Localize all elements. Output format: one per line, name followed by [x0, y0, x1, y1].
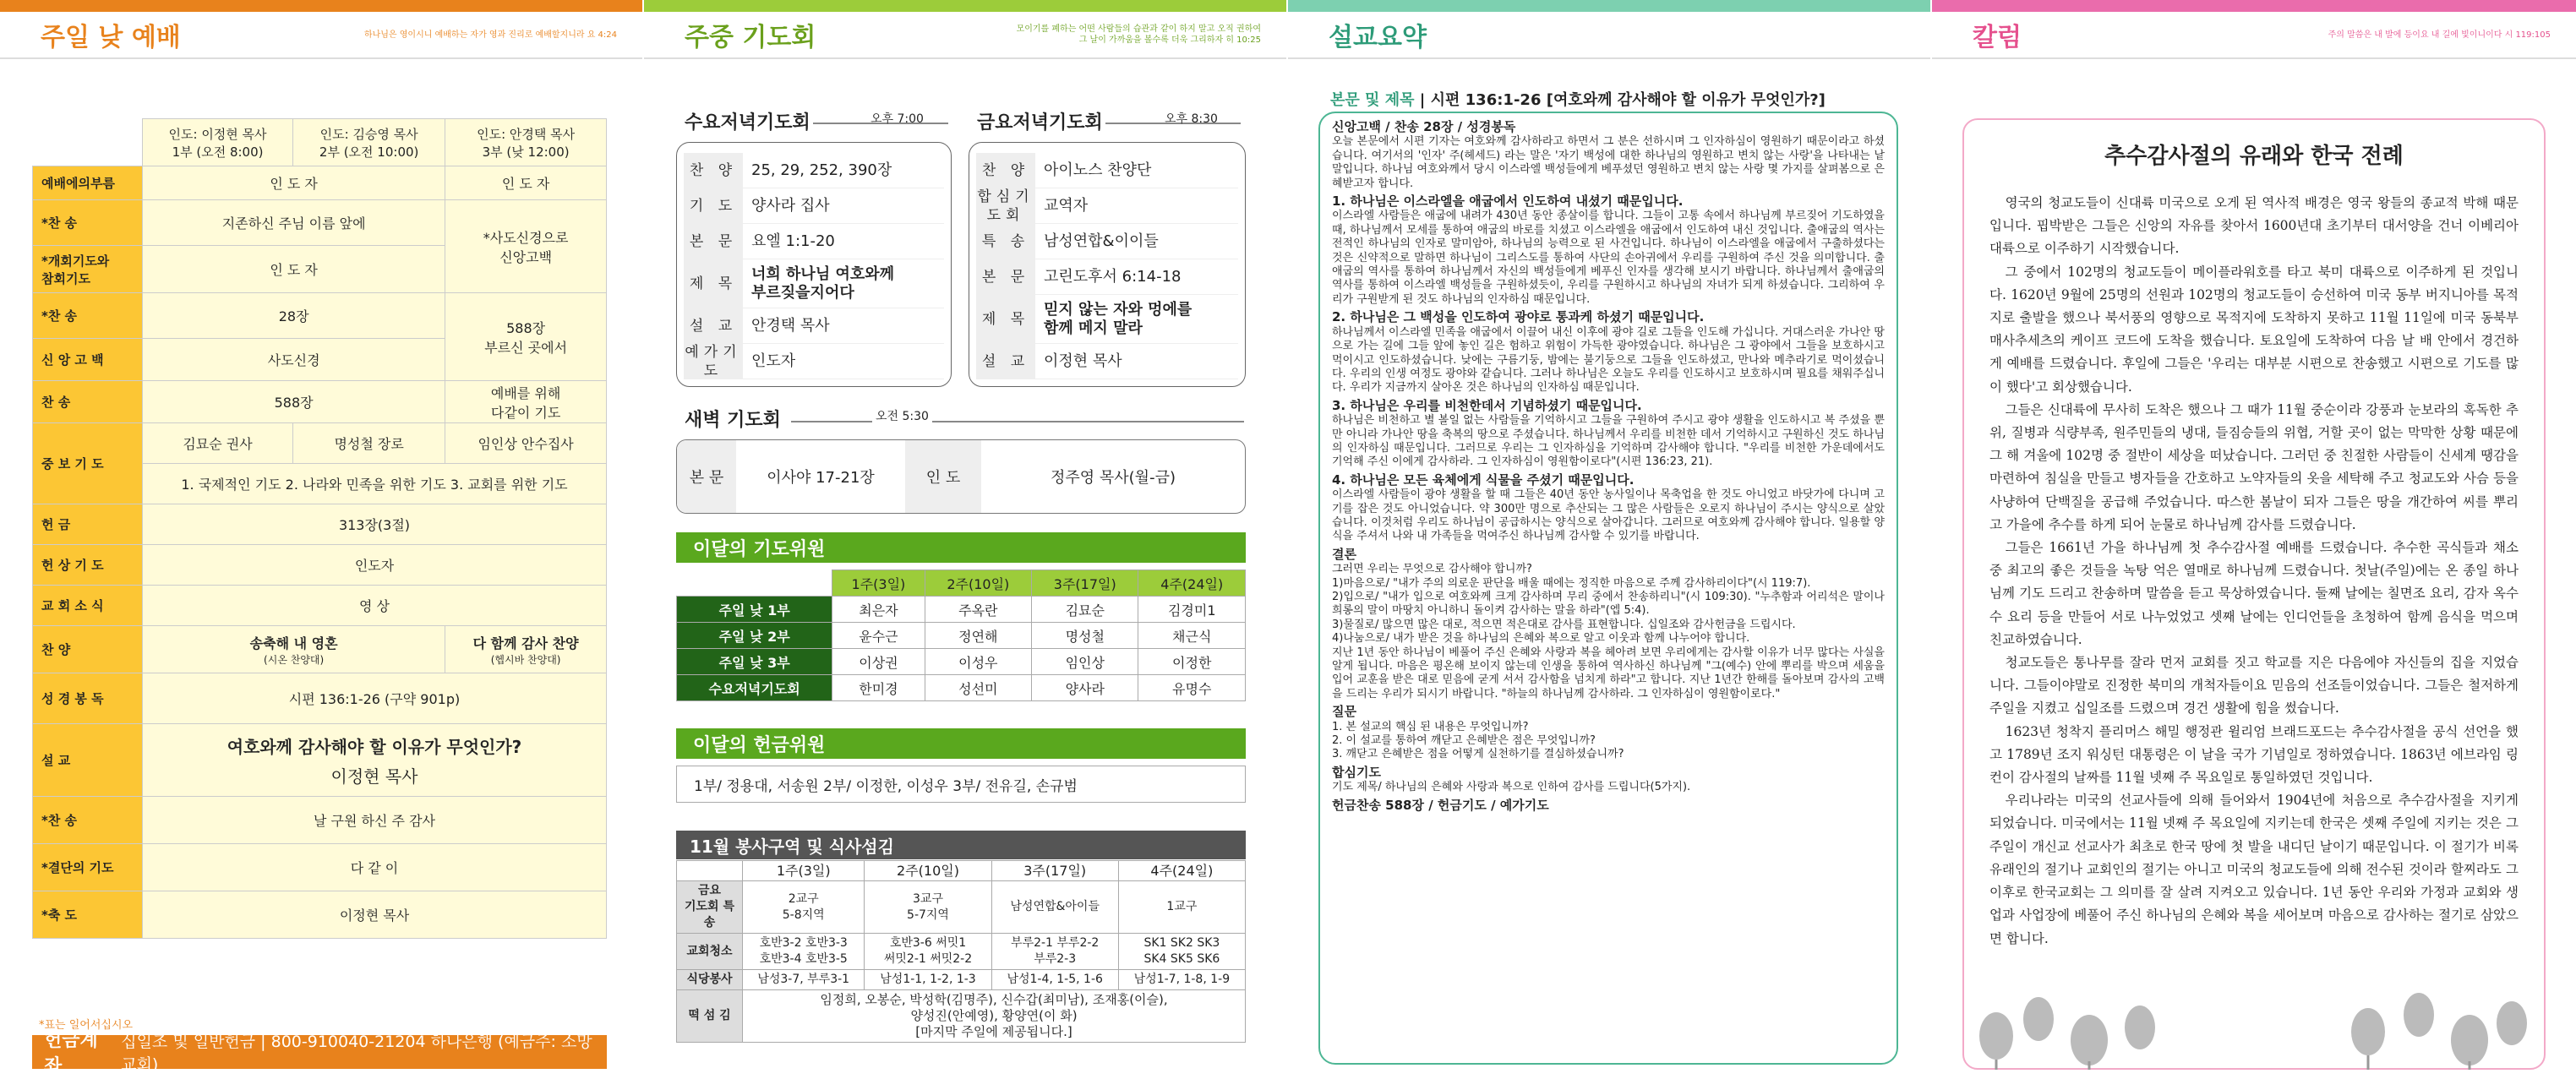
order-key: 기 도 — [684, 188, 743, 223]
color-band — [1288, 0, 1930, 12]
row-value — [143, 724, 607, 797]
panel-sunday-worship — [0, 0, 642, 1090]
row-label: 수요저녁기도회 — [677, 675, 832, 701]
tulip-icon — [2071, 1015, 2108, 1065]
wed-title: 수요저녁기도회 — [685, 112, 810, 134]
question-text: 1. 본 설교의 핵심 된 내용은 무엇입니까? 2. 이 설교를 통하여 깨닫고 은혜받은 점은 무엇입니까? 3. 깨닫고 은혜받은 점을 어떻게 실천하기를 결심하셨습니까? — [1332, 720, 1624, 761]
row-label: 주일 낮 3부 — [677, 649, 832, 675]
row-label: 예배에의부름 — [33, 166, 143, 200]
table-row — [677, 970, 1246, 990]
column-paragraph: 청교도들은 통나무를 잘라 먼저 교회를 짓고 학교를 지은 다음에야 자신들의 집을 지었습니다. 그들이야말로 진정한 북미의 개척자들이요 믿음의 선조들이었습니다. 그들은 철저하게 주일을 지켰고 십일조를 드렸으며 경건 생활에 힘을 썼습니다. — [1989, 655, 2519, 717]
order-value: 이정현 목사 — [1044, 352, 1122, 370]
dawn-title: 새벽 기도회 — [685, 410, 781, 431]
fri-title: 금요저녁기도회 — [977, 112, 1103, 134]
table-cell: 윤수근 — [832, 623, 925, 649]
row-value: *사도신경으로 신앙고백 — [445, 200, 607, 293]
wed-time: 오후 7:00 — [870, 112, 924, 126]
color-band — [644, 0, 1286, 12]
conclusion-heading: 결론 — [1332, 546, 1356, 562]
table-cell: 이정한 — [1138, 649, 1246, 675]
panel-header — [1288, 12, 1930, 59]
panel-title: 주중 기도회 — [685, 23, 816, 52]
offering-account-bar — [32, 1030, 607, 1077]
table-row — [677, 675, 1246, 701]
row-label: 금요 기도회 특송 — [677, 881, 743, 934]
service-3-head: 인도: 안경택 목사 3부 (낮 12:00) — [445, 119, 607, 166]
order-key: 본 문 — [976, 259, 1035, 294]
table-header: 2주(10일) — [865, 861, 991, 881]
dawn-leader: 정주영 목사(월-금) — [1051, 469, 1176, 487]
tulip-icon — [2023, 997, 2054, 1041]
row-label: 주일 낮 2부 — [677, 623, 832, 649]
order-key: 찬 양 — [684, 153, 743, 188]
table-cell: 호반3-2 호반3-3 호반3-4 호반3-5 — [743, 934, 865, 970]
table-header: 2주(10일) — [925, 570, 1031, 597]
table-row — [677, 881, 1246, 934]
row-label: 신 앙 고 백 — [33, 339, 143, 381]
dawn-box — [676, 439, 1246, 514]
closing-line: 헌금찬송 588장 / 헌금기도 / 예가기도 — [1332, 797, 1549, 813]
row-value: 588장 부르신 곳에서 — [445, 293, 607, 381]
point-4: 4. 하나님은 모든 육체에게 식물을 주셨기 때문입니다. — [1332, 471, 1635, 488]
order-key: 설 교 — [684, 308, 743, 343]
tulip-icon — [2125, 1006, 2155, 1049]
table-cell: 남성연합&아이들 — [991, 881, 1118, 934]
table-cell: 김경미1 — [1138, 597, 1246, 623]
table-header: 1주(3일) — [832, 570, 925, 597]
order-row — [976, 224, 1238, 259]
tulip-icon — [1979, 1012, 2013, 1060]
row-label: 성 경 봉 독 — [33, 673, 143, 724]
color-band — [1932, 0, 2576, 12]
header-verse: 모이기를 폐하는 어떤 사람들의 습관과 같이 하지 말고 오직 권하여 그 날이 가까움을 볼수록 더욱 그리하자 히 10:25 — [1016, 25, 1261, 45]
row-label: 찬 송 — [33, 381, 143, 423]
order-value: 25, 29, 252, 390장 — [751, 161, 892, 179]
row-value: 인 도 자 — [143, 246, 445, 293]
table-row — [677, 597, 1246, 623]
table-cell: SK1 SK2 SK3 SK4 SK5 SK6 — [1118, 934, 1245, 970]
order-row — [684, 153, 944, 188]
row-value: 인 도 자 — [143, 166, 445, 200]
service-table — [676, 860, 1246, 1043]
order-key: 특 송 — [976, 224, 1035, 259]
conclusion-text: 그러면 우리는 무엇으로 감사해야 합니까? 1)마음으로/ "내가 주의 의로운 판단을 배울 때에는 정직한 마음으로 주께 감사하리이다"(시 119:7). 2)입으로/ "내가 입으로 여호와께 크게 감사하며 무리 중에서 찬송하리니"(시 109:30). "누추함과 어리석은 말이나 희롱의 말이 마땅치 아니하니 돌이켜 감사하는 말을 하라"(엡 5:4). 3)물질로/ 많으면 많은 대로, 적으면 적은대로 감사를 표현합니다. 십일조와 감사헌금을 드립시다. 4)나눔으로/ 내가 받은 것을 하나님의 은혜와 복으로 알고 이웃과 함께 나누어야 합니다. 지난 1년 동안 하나님이 베풀어 주신 은혜와 사랑과 복을 헤아려 보면 우리에게는 감사할 이유가 너무 많다는 사실을 알게 됩니다. 마음은 평온해 보이지 않는데 인생을 통하여 역사하신 하나님께 "그(예수) 안에 뿌리를 박으며 세움을 입어 교훈을 받은 대로 믿음에 굳게 서서 감사함을 넘치게 하라"고 합니다. 지난 1년간 한해를 돌아보며 감사의 고백을 드리는 우리가 되시기 바랍니다. "하늘의 하나님께 감사하라. 그 인자하심이 영원함이로다." — [1332, 563, 1885, 700]
order-key: 찬 양 — [976, 153, 1035, 188]
column-heading: 추수감사절의 유래와 한국 전례 — [2104, 144, 2404, 169]
row-value: 1. 국제적인 기도 2. 나라와 민족을 위한 기도 3. 교회를 위한 기도 — [143, 464, 607, 504]
row-value — [445, 626, 607, 673]
row-value: 588장 — [143, 381, 445, 423]
column-paragraph: 1623년 청착지 플리머스 해밀 행정관 윌리엄 브래드포드는 추수감사절을 공식 선언을 했고 1789년 조지 워싱턴 대통령은 이 날을 국가 기념일로 정하였습니다. 1863년 에브라임 링컨이 감사절의 날짜를 11월 넷째 주 목요일로 통일하였던 것입니다. — [1989, 723, 2519, 786]
column-box — [1962, 118, 2546, 1070]
order-value: 남성연합&이이들 — [1044, 232, 1159, 250]
tulip-icon — [2351, 1008, 2385, 1055]
dawn-text: 이사야 17-21장 — [767, 469, 875, 487]
panel-sermon-summary — [1288, 0, 1930, 1090]
table-cell: 이상권 — [832, 649, 925, 675]
choir-song-2: 다 함께 감사 찬양 — [472, 635, 579, 651]
order-key: 합심기도회 — [977, 188, 1034, 224]
text-ref: | 시편 136:1-26 [여호와께 감사해야 할 이유가 무엇인가?] — [1419, 91, 1826, 109]
table-cell: 남성1-1, 1-2, 1-3 — [865, 970, 991, 990]
order-value: 교역자 — [1044, 196, 1089, 215]
panel-weekday-prayer — [644, 0, 1286, 1090]
panel-header — [0, 12, 642, 59]
order-value: 인도자 — [751, 352, 796, 370]
table-cell: 한미경 — [832, 675, 925, 701]
row-value: 313장(3절) — [143, 504, 607, 545]
tulip-icon — [2451, 1015, 2488, 1065]
row-value: 인 도 자 — [445, 166, 607, 200]
order-row — [976, 188, 1238, 224]
row-value: 영 상 — [143, 586, 607, 626]
row-label: *개회기도와 참회기도 — [33, 246, 143, 293]
choir-song-1: 송축해 내 영혼 — [249, 635, 338, 651]
row-value: 명성철 장로 — [293, 423, 445, 464]
offering-committee-bar: 이달의 헌금위원 — [676, 728, 1246, 759]
service-bar: 11월 봉사구역 및 식사섬김 — [676, 831, 1246, 859]
row-value: 예배를 위해 다같이 기도 — [445, 381, 607, 423]
row-value: 임인상 안수집사 — [445, 423, 607, 464]
table-row — [677, 934, 1246, 970]
divider — [791, 421, 1244, 422]
row-label: *찬 송 — [33, 293, 143, 339]
table-cell: 남성1-4, 1-5, 1-6 — [991, 970, 1118, 990]
row-label: *축 도 — [33, 891, 143, 939]
row-label: *찬 송 — [33, 200, 143, 246]
table-cell: 남성1-7, 1-8, 1-9 — [1118, 970, 1245, 990]
column-body — [1989, 192, 2519, 951]
row-value: 다 같 이 — [143, 844, 607, 891]
order-value: 너희 하나님 여호와께 부르짖을지어다 — [751, 264, 895, 302]
wed-box — [676, 142, 952, 387]
order-key: 제 목 — [684, 259, 743, 308]
table-cell: 부루2-1 부루2-2 부루2-3 — [991, 934, 1118, 970]
sermon-box — [1318, 112, 1898, 1065]
meal-text: 임정희, 오봉순, 박성학(김명주), 신수갑(최미남), 조재홍(이슬), 양성진(안예영), 황양연(이 화) [마지막 주일에 제공됩니다.] — [743, 990, 1246, 1043]
column-paragraph: 그 중에서 102명의 청교도들이 메이플라워호를 타고 북미 대륙으로 이주하게 된 것입니다. 1620년 9월에 25명의 선원과 102명의 청교도들이 승선하여 미국 동부 버지니아를 목적지로 출발을 했으나 북서풍의 영향으로 목적지에 도착하지 못하고 11월 11일에 미국 동북부 매사추세츠의 케이프 코드에 도착을 했습니다. 토요일에 도착하여 다음 날 배 안에서 경건하게 예배를 드렸습니다. 후일에 그들은 '우리는 대부분 시편으로 찬송했고 시편으로 기도를 많이 했다'고 회상했습니다. — [1989, 264, 2519, 395]
intro-text: 오늘 본문에서 시편 기자는 여호와께 감사하라고 하면서 그 분은 선하시며 그 인자하심이 영원하기 때문이라고 하셨습니다. 여기서의 '인자' 주(헤세드) 라는 말은 '자기 백성에 대한 하나님의 영원하고 변치 않는 사랑'을 나타내는 낱말입니다. 하나님 여호와께서 당시 이스라엘 백성들에게 베푸셨던 영원하고 변치 않는 사랑 몇 가지를 살펴봄으로 은혜받고자 합니다. — [1332, 135, 1885, 190]
point-2-text: 하나님께서 이스라엘 민족을 애굽에서 이끌어 내신 이후에 광야 길로 그들을 인도해 가십니다. 거대스러운 가나안 땅으로 가는 길에 그들 앞에 놓인 길은 험하고 위험이 가득한 광야였습니다. 하나님은 그 광야에서 그들을 보호하시고 먹이시고 인도하셨습니다. 낮에는 구름기둥, 밤에는 불기둥으로 그들을 인도하셨고, 만나와 메추라기로 먹이셨습니다. 우리의 인생 여정도 광야와 같습니다. 그러나 하나님은 오늘도 우리를 인도하시고 보호하시며 필요를 채워주십니다. 우리가 지금까지 살아온 것은 하나님의 인자하심 때문입니다. — [1332, 325, 1885, 395]
panel-header — [1932, 12, 2576, 59]
row-label: 헌 금 — [33, 504, 143, 545]
order-row — [976, 344, 1238, 379]
order-row — [684, 259, 944, 308]
order-key: 제 목 — [976, 295, 1035, 343]
table-cell: 이성우 — [925, 649, 1031, 675]
table-cell: 명성철 — [1032, 623, 1138, 649]
table-header: 3주(17일) — [1032, 570, 1138, 597]
table-row — [677, 990, 1246, 1043]
row-value: 지존하신 주님 이름 앞에 — [143, 200, 445, 246]
row-label: 설 교 — [33, 724, 143, 797]
table-cell: 2교구 5-8지역 — [743, 881, 865, 934]
order-row — [976, 295, 1238, 344]
service-2-head: 인도: 김승영 목사 2부 (오전 10:00) — [293, 119, 445, 166]
service-1-head: 인도: 이정현 목사 1부 (오전 8:00) — [143, 119, 293, 166]
preacher: 이정현 목사 — [330, 766, 418, 787]
row-value: 사도신경 — [143, 339, 445, 381]
order-value: 안경택 목사 — [751, 316, 830, 335]
wed-rows — [684, 153, 944, 379]
panel-header — [644, 12, 1286, 59]
table-row — [677, 649, 1246, 675]
table-cell: 양사라 — [1032, 675, 1138, 701]
point-2: 2. 하나님은 그 백성을 인도하여 광야로 통과케 하셨기 때문입니다. — [1332, 309, 1705, 325]
row-label: *찬 송 — [33, 797, 143, 844]
point-4-text: 이스라엘 사람들이 광야 생활을 할 때 그들은 40년 동안 농사일이나 목축업을 한 것도 아니었고 바닷가에 다니며 고기를 잡은 것도 아니었습니다. 약 300만 명으로 추산되는 그 많은 사람들은 오로지 하나님이 주시는 양식으로 살았습니다. 이것처럼 우리도 하나님이 공급하시는 양식으로 살아갑니다. 그러므로 여호와께 감사해야 합니다. 일용할 양식을 주셔서 나와 내 가족들을 먹여주신 하나님께 감사할 수 있기를 바랍니다. — [1332, 488, 1885, 543]
dawn-time: 오전 5:30 — [872, 407, 932, 424]
prayer-committee-table — [676, 570, 1246, 701]
table-header: 1주(3일) — [743, 861, 865, 881]
table-cell: 김묘순 — [1032, 597, 1138, 623]
tulip-icon — [2497, 1001, 2527, 1045]
prayer-text: 기도 제목/ 하나님의 은혜와 사랑과 복으로 인하여 감사를 드립니다(5가지). — [1332, 781, 1691, 794]
table-row — [677, 623, 1246, 649]
table-header — [677, 570, 832, 597]
point-3-text: 하나님은 비천하고 별 볼일 없는 사람들을 기억하시고 그들을 구원하여 주시고 광야 생활을 인도하시고 복 주셨을 뿐만 아니라 가나안 땅을 축복의 땅으로 주셨습니다. 하나님께서 우리를 비천한 데서 기억하시고 구원하신 것도 하나님의 인자하심 때문입니다. 그러므로 우리는 그 인자하심을 기억하며 감사해야 합니다. "우리를 비천한 가운데에서도 기억해 주신 이에게 감사하라. 그 인자하심이 영원함이로다"(시편 136:23, 21). — [1332, 414, 1885, 469]
column-paragraph: 그들은 신대륙에 무사히 도착은 했으나 그 때가 11월 중순이라 강풍과 눈보라의 혹독한 추위, 질병과 식량부족, 원주민들의 냉대, 들짐승들의 위협, 거할 곳이 없는 막막한 상황 때문에 그 해 겨울에 102명 중 절반이 세상을 떠났습니다. 그러던 중 친절한 사람들이 신세계 땡감을 마련하여 침실을 만들고 병자들을 간호하고 노약자들의 옷을 세탁해 주고 청교도와 사슴 등을 사냥하여 단백질을 공급해 주었습니다. 따스한 봄날이 되자 그들은 땅을 개간하여 씨를 뿌리고 가을에 추수를 하게 되어 눈물로 하나님께 감사를 드렸습니다. — [1989, 401, 2519, 532]
header-verse: 하나님은 영이시니 예배하는 자가 영과 진리로 예배할지니라 요 4:24 — [363, 30, 617, 40]
row-label: 주일 낮 1부 — [677, 597, 832, 623]
column-paragraph: 우리나라는 미국의 선교사들에 의해 들어와서 1904년에 처음으로 추수감사절을 지키게 되었습니다. 미국에서는 11월 넷째 주 목요일에 지키는데 한국은 셋째 주일에 지키는 것은 그 주일이 개신교 선교사가 최초로 한국 땅에 첫 발을 내디딘 날이기 때문입니다. 이 절기가 비록 유래인의 절기나 교회인의 절기는 아니고 미국의 청교도들에 의해 전수된 것이라 할찌라도 그 이후로 한국교회는 그 의미를 잘 살려 지켜오고 있습니다. 1년 동안 우리와 가정과 교회와 생업과 사업장에 베풀어 주신 하나님의 은혜와 복을 세어보며 마음으로 감사하는 절기로 삼았으면 합니다. — [1989, 793, 2519, 946]
row-label: 식당봉사 — [677, 970, 743, 990]
table-cell: 최은자 — [832, 597, 925, 623]
color-band — [0, 0, 642, 12]
row-value: 김묘순 권사 — [143, 423, 293, 464]
order-key: 설 교 — [976, 344, 1035, 379]
fri-time: 오후 8:30 — [1165, 112, 1218, 126]
order-row — [976, 259, 1238, 295]
table-cell: 정연해 — [925, 623, 1031, 649]
table-cell: 1교구 — [1118, 881, 1245, 934]
table-header: 4주(24일) — [1118, 861, 1245, 881]
panel-title: 칼럼 — [1973, 23, 2022, 52]
panel-title: 주일 낮 예배 — [41, 23, 181, 52]
table-cell: 임인상 — [1032, 649, 1138, 675]
table-cell: 채근식 — [1138, 623, 1246, 649]
row-value — [143, 626, 445, 673]
row-label: 찬 양 — [33, 626, 143, 673]
row-label: 교회청소 — [677, 934, 743, 970]
table-header: 4주(24일) — [1138, 570, 1246, 597]
table-cell: 유명수 — [1138, 675, 1246, 701]
order-row — [684, 188, 944, 224]
tulip-icon — [2404, 993, 2434, 1037]
point-3: 3. 하나님은 우리를 비천한데서 기념하셨기 때문입니다. — [1332, 397, 1642, 413]
standing-note: *표는 일어서십시오 — [39, 1019, 134, 1032]
fri-rows — [976, 153, 1238, 379]
order-value: 요엘 1:1-20 — [751, 232, 835, 250]
row-label: 헌 상 기 도 — [33, 545, 143, 586]
blank-cell — [33, 119, 143, 166]
point-1-text: 이스라엘 사람들은 애굽에 내려가 430년 동안 종살이를 합니다. 그들이 고통 속에서 하나님께 부르짖어 기도하였을 때, 하나님께서 모세를 통하여 애굽의 바로를 치셨고 이스라엘을 애굽에서 인도하여 내신 것입니다. 출애굽의 역사는 전적인 하나님의 인자로 말미암아, 하나님의 능력으로 된 사건입니다. 하나님이 이스라엘을 애굽에서 구출하셨다는 것은 신약적으로 말하면 하나님이 그리스도를 통하여 사단의 손아귀에서 우리를 구원하여 주신 것을 의미합니다. 출애굽의 역사를 통하여 하나님께서 자신의 백성들에게 베푸신 인자를 생각해 보시기 바랍니다. 하나님께서 출애굽의 역사를 통하여 이스라엘 백성들을 구원하셨듯이, 우리를 구원하시고 하나님의 자녀가 되게 하셨습니다. 그리하여 우리가 구원받게 된 것도 하나님의 인자하심 때문입니다. — [1332, 210, 1885, 306]
order-key: 본 문 — [684, 224, 743, 259]
row-value: 시편 136:1-26 (구약 901p) — [143, 673, 607, 724]
order-value: 아이노스 찬양단 — [1044, 161, 1152, 179]
header-verse: 주의 말씀은 내 발에 등이요 내 길에 빛이니이다 시 119:105 — [2328, 30, 2551, 40]
row-label: 중 보 기 도 — [33, 423, 143, 504]
row-value: 날 구원 하신 주 감사 — [143, 797, 607, 844]
order-value: 믿지 않는 자와 멍에를 함께 메지 말라 — [1044, 300, 1192, 337]
question-heading: 질문 — [1332, 704, 1356, 720]
panel-title: 설교요약 — [1329, 23, 1427, 52]
table-header: 3주(17일) — [991, 861, 1118, 881]
point-1: 1. 하나님은 이스라엘을 애굽에서 인도하여 내셨기 때문입니다. — [1332, 193, 1684, 210]
sermon-text-line — [1330, 88, 1826, 110]
order-row — [684, 308, 944, 344]
column-paragraph: 그들은 1661년 가을 하나님께 첫 추수감사절 예배를 드렸습니다. 추수한 곡식들과 채소 중 최고의 좋은 것들을 녹탕 억은 열매로 하나님께 드렸습니다. 첫날(주일)에는 온 종일 하나님께 기도 드리고 찬송하며 말씀을 듣고 묵상하였습니다. 둘째 날에는 칠면조 요리, 감자 옥수수 요리 등을 만들어 서로 나누었었고 셋째 날에는 인디언들을 초청하여 함께 음식을 먹으며 친교하였습니다. — [1989, 540, 2519, 647]
order-row — [684, 344, 944, 379]
row-value: 인도자 — [143, 545, 607, 586]
fri-box — [969, 142, 1246, 387]
order-value: 양사라 집사 — [751, 196, 830, 215]
prayer-heading: 합심기도 — [1332, 764, 1381, 780]
table-cell: 3교구 5-7지역 — [865, 881, 991, 934]
row-value: 28장 — [143, 293, 445, 339]
text-label: 본문 및 제목 — [1330, 91, 1415, 109]
tulip-illustration — [1962, 935, 2546, 1070]
worship-order-table — [32, 118, 607, 939]
order-value: 고린도후서 6:14-18 — [1044, 267, 1182, 286]
row-label: *결단의 기도 — [33, 844, 143, 891]
table-cell: 주옥란 — [925, 597, 1031, 623]
row-value: 이정현 목사 — [143, 891, 607, 939]
row-label: 떡 섬 김 — [677, 990, 743, 1043]
account-label: 헌금계좌 — [44, 1030, 98, 1077]
panel-column — [1932, 0, 2576, 1090]
dawn-key: 본 문 — [677, 440, 736, 513]
table-cell: 성선미 — [925, 675, 1031, 701]
table-header — [677, 861, 743, 881]
order-key: 예가기도 — [685, 343, 742, 379]
table-cell: 호반3-6 써밋1 써밋2-1 써밋2-2 — [865, 934, 991, 970]
offering-committee-text: 1부/ 정용대, 서송원 2부/ 이정한, 이성우 3부/ 전유길, 손규범 — [676, 766, 1246, 803]
table-cell: 남성3-7, 부루3-1 — [743, 970, 865, 990]
order-row — [976, 153, 1238, 188]
hymn-line: 신앙고백 / 찬송 28장 / 성경봉독 — [1332, 119, 1516, 134]
account-text: 십일조 및 일반헌금 | 800-910040-21204 하나은행 (예금주: 소망교회) — [121, 1033, 592, 1074]
prayer-committee-bar: 이달의 기도위원 — [676, 532, 1246, 563]
choir-name-1: (시온 찬양대) — [264, 653, 325, 666]
dawn-key: 인 도 — [905, 440, 981, 513]
choir-name-2: (헵시바 찬양대) — [490, 653, 561, 666]
order-row — [684, 224, 944, 259]
column-paragraph: 영국의 청교도들이 신대륙 미국으로 오게 된 역사적 배경은 영국 왕들의 종교적 박해 때문입니다. 핍박받은 그들은 신앙의 자유를 찾아서 1600년대 초기부터 대서양을 건너 이베리아 대륙으로 이주하기 시작했습니다. — [1989, 195, 2519, 257]
sermon-title: 여호와께 감사해야 할 이유가 무엇인가? — [226, 736, 522, 757]
row-label: 교 회 소 식 — [33, 586, 143, 626]
